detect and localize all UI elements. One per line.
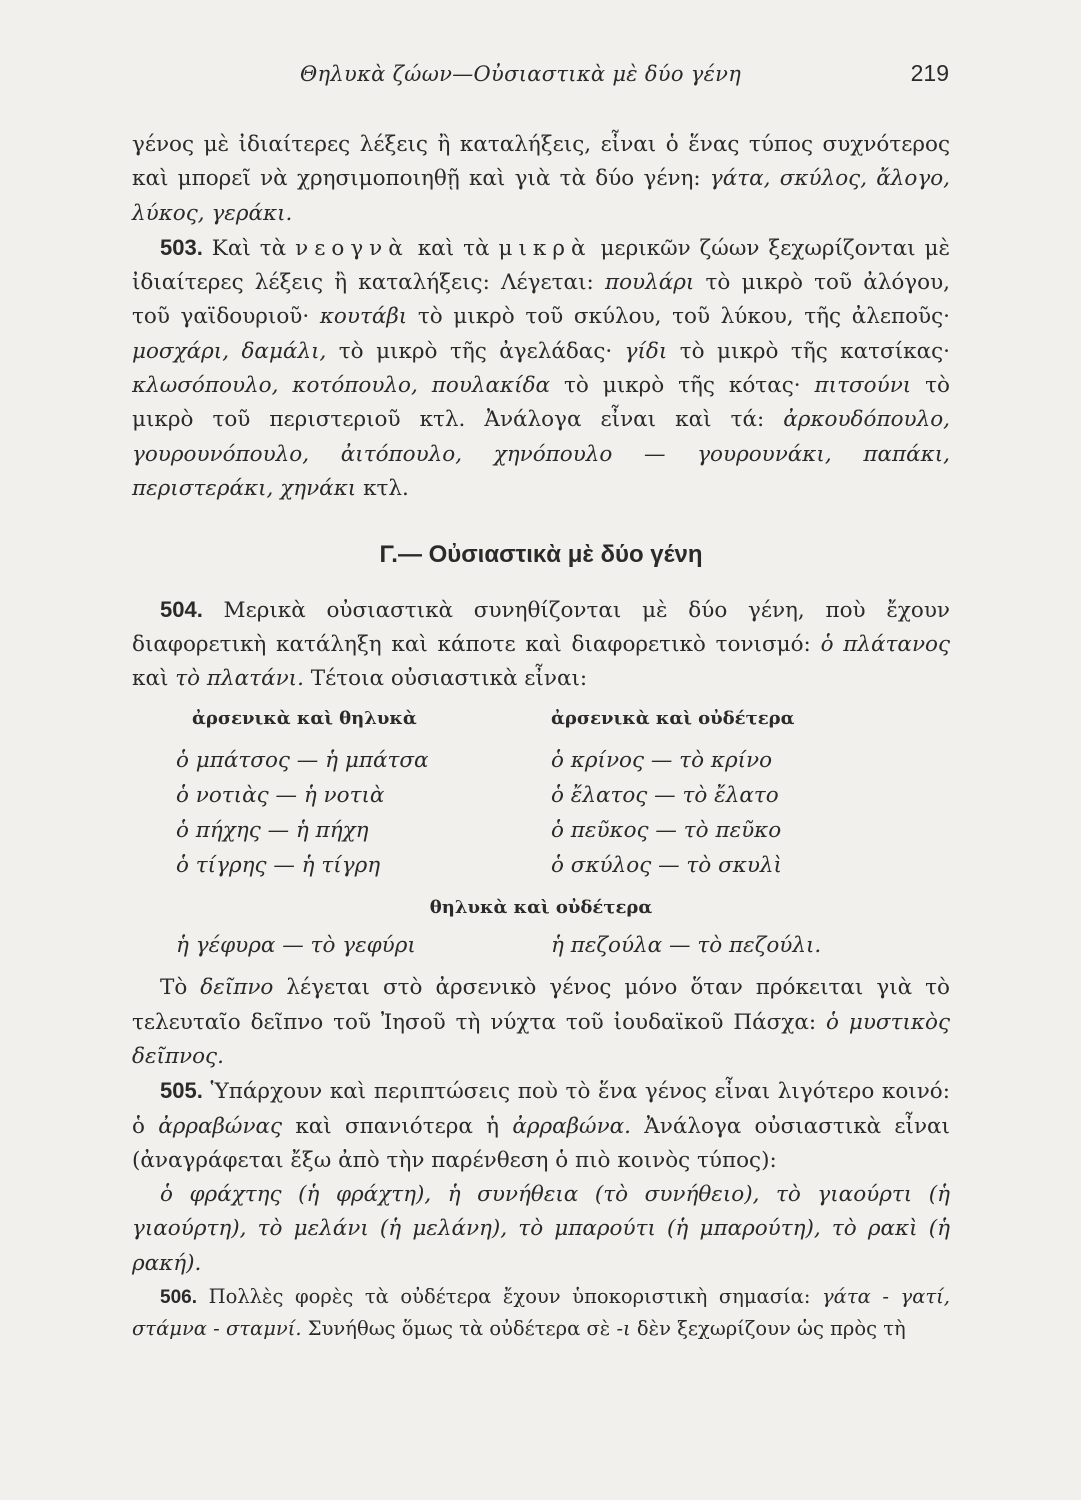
paragraph-503: 503. Καὶ τὰ νεογνὰ καὶ τὰ μικρὰ μερικῶν ζώων ξεχωρίζονται μὲ ἰδιαίτερες λέξεις ἢ καταλήξεις: Λέγεται: πουλάρι τὸ μικρὸ τοῦ ἀλόγου, τοῦ γαϊδουριοῦ· κουτάβι τὸ μικρὸ τοῦ σκύλου, τοῦ λύκου, τῆς ἀλεποῦς· μοσχάρι, δαμάλι, τὸ μικρὸ τῆς ἀγελάδας· γίδι τὸ μικρὸ τῆς κατσίκας· κλωσόπουλο, κοτόπουλο, πουλακίδα τὸ μικρὸ τῆς κότας· πιτσούνι τὸ μικρὸ τοῦ περιστεριοῦ κτλ. Ἀνάλογα εἶναι καὶ τά: ἀρκουδόπουλο, γουρουνόπουλο, ἀιτόπουλο, χηνόπουλο — γουρουνάκι, παπάκι, περιστεράκι, χηνάκι κτλ. <box>132 234 951 501</box>
fem-neut-row <box>132 929 950 963</box>
column-heading: ἀρσενικὰ καὶ οὐδέτερα <box>551 708 795 730</box>
paragraph-number: 506. <box>160 1287 197 1309</box>
emphasis-word: νεογνὰ <box>295 235 409 261</box>
word-pair: ὁ σκύλος — τὸ σκυλὶ <box>551 852 782 878</box>
word-pair: ἡ γέφυρα — τὸ γεφύρι <box>176 933 416 959</box>
running-head <box>0 62 1081 92</box>
word-pair: ὁ πεῦκος — τὸ πεῦκο <box>551 817 782 843</box>
column-heading: ἀρσενικὰ καὶ θηλυκὰ <box>192 708 417 730</box>
paragraph-505-examples: ὁ φράχτης (ἡ φράχτη), ἡ συνήθεια (τὸ συνήθειο), τὸ γιαούρτι (ἡ γιαούρτη), τὸ μελάνι (ἡ μελάνη), τὸ μπαρούτι (ἡ μπαρούτη), τὸ ρακὶ (ἡ ρακή). <box>132 1182 950 1276</box>
word-pair: ὁ νοτιὰς — ἡ νοτιὰ <box>176 782 385 808</box>
word-pair: ὁ μπάτσος — ἡ μπάτσα <box>176 747 429 773</box>
word-pair: ὁ ἔλατος — τὸ ἔλατο <box>551 782 779 808</box>
paragraph-504: 504. Μερικὰ οὐσιαστικὰ συνηθίζονται μὲ δύο γένη, ποὺ ἔχουν διαφορετικὴ κατάληξη καὶ κάποτε καὶ διαφορετικὸ τονισμό: ὁ πλάτανος καὶ τὸ πλατάνι. Τέτοια οὐσιαστικὰ εἶναι: <box>132 596 951 692</box>
word-pair: ὁ τίγρης — ἡ τίγρη <box>176 852 381 878</box>
masc-fem-column <box>132 702 541 882</box>
paragraph-506: 506. Πολλὲς φορὲς τὰ οὐδέτερα ἔχουν ὑποκοριστικὴ σημασία: γάτα - γατί, στάμνα - σταμνί. Συνήθως ὅμως τὰ οὐδέτερα σὲ -ι δὲν ξεχωρίζουν ὡς πρὸς τὴ <box>132 1285 950 1341</box>
emphasis-word: μικρὰ <box>498 235 592 261</box>
paragraph-deipno: Τὸ δεῖπνο λέγεται στὸ ἀρσενικὸ γένος μόνο ὅταν πρόκειται γιὰ τὸ τελευταῖο δεῖπνο τοῦ Ἰησοῦ τὴ νύχτα τοῦ ἰουδαϊκοῦ Πάσχα: ὁ μυστικὸς δεῖπνος. <box>132 975 951 1069</box>
page-number: 219 <box>910 60 949 86</box>
word-pair: ὁ πήχης — ἡ πήχη <box>176 817 369 843</box>
paragraph-number: 505. <box>160 1078 203 1104</box>
paragraph-number: 504. <box>160 596 203 622</box>
paragraph-505: 505. Ὑπάρχουν καὶ περιπτώσεις ποὺ τὸ ἕνα γένος εἶναι λιγότερο κοινό: ὁ ἀρραβώνας καὶ σπανιότερα ἡ ἀρραβώνα. Ἀνάλογα οὐσιαστικὰ εἶναι (ἀναγράφεται ἔξω ἀπὸ τὴν παρένθεση ὁ πιὸ κοινὸς τύπος): <box>132 1078 950 1173</box>
word-pair: ἡ πεζούλα — τὸ πεζούλι. <box>551 933 822 959</box>
column-heading-fem-neut: θηλυκὰ καὶ οὐδέτερα <box>429 896 653 918</box>
section-heading: Γ.— Οὐσιαστικὰ μὲ δύο γένη <box>379 541 703 569</box>
gender-table <box>132 702 950 882</box>
examples: γάτα, σκύλος, ἄλογο, λύκος, γεράκι. <box>132 166 950 226</box>
body-text <box>132 128 950 1344</box>
running-head-title: Θηλυκὰ ζώων—Οὐσιαστικὰ μὲ δύο γένη <box>300 62 742 86</box>
paragraph-number: 503. <box>160 234 203 260</box>
word-pair: ὁ κρίνος — τὸ κρίνο <box>551 747 773 773</box>
masc-neut-column <box>541 702 950 882</box>
paragraph-continued: γένος μὲ ἰδιαίτερες λέξεις ἢ καταλήξεις, εἶναι ὁ ἕνας τύπος συχνότερος καὶ μπορεῖ νὰ χρησιμοποιηθῇ καὶ γιὰ τὰ δύο γένη: γάτα, σκύλος, ἄλογο, λύκος, γεράκι. <box>132 132 950 226</box>
